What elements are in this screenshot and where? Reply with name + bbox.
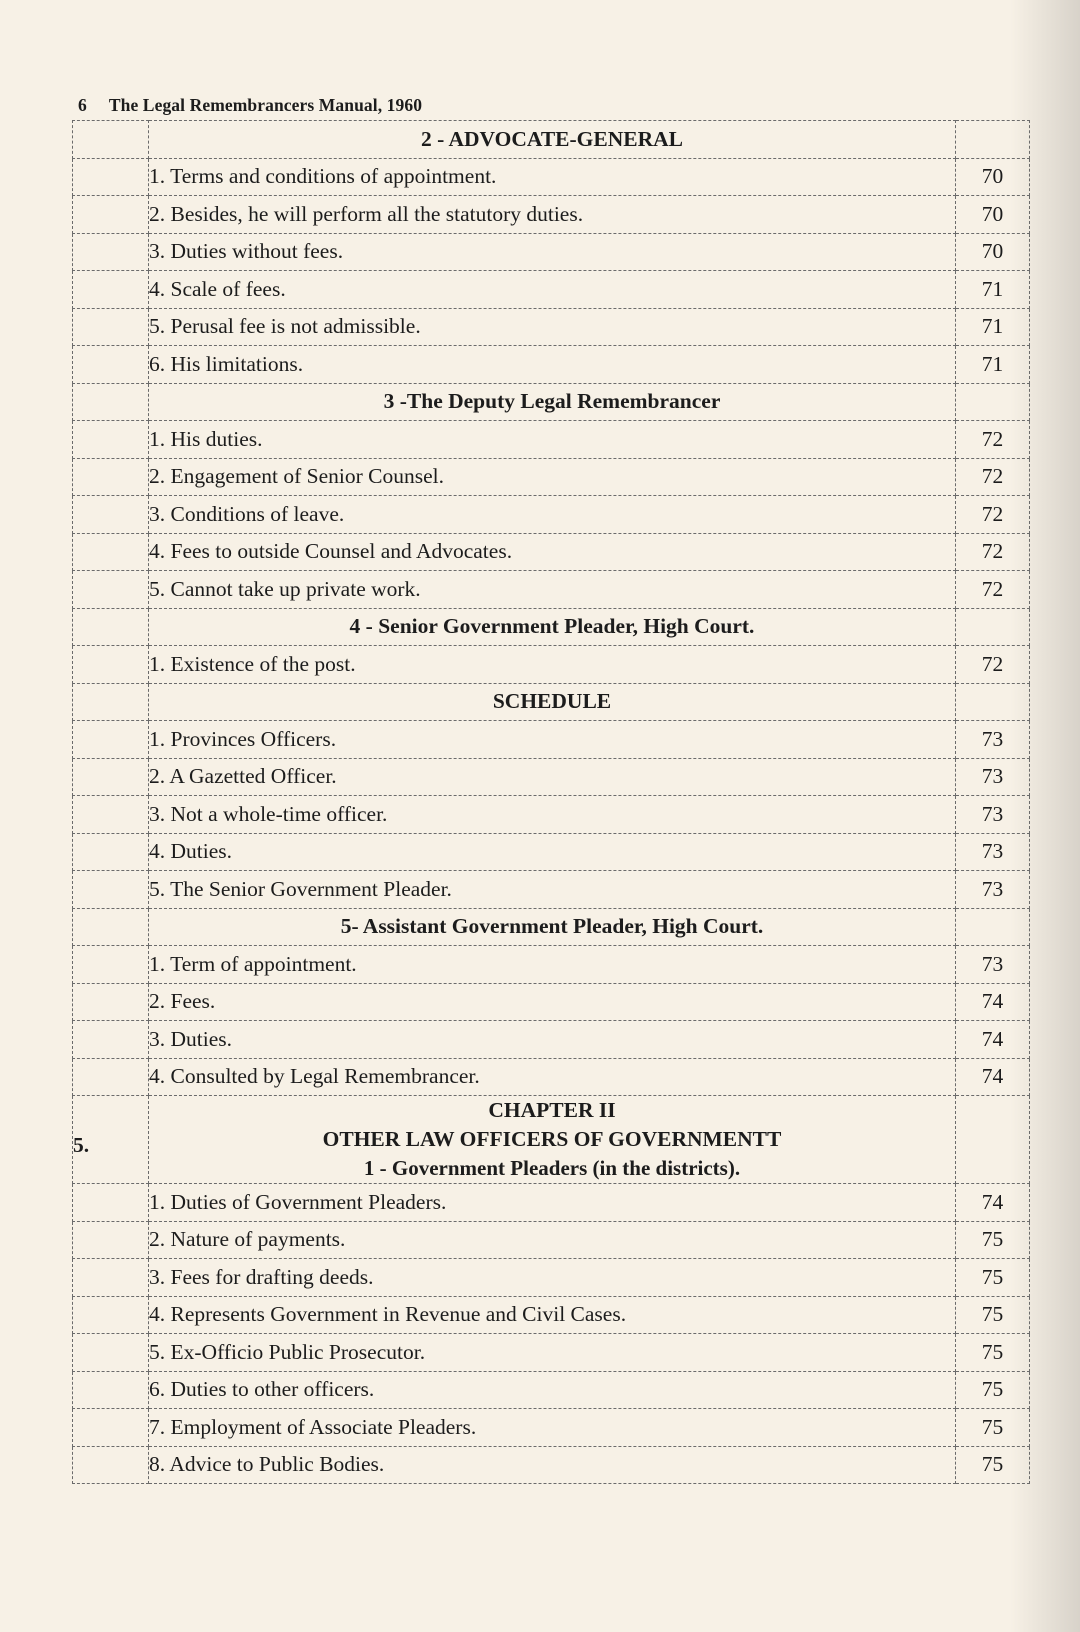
margin-cell [73,271,149,309]
entry-title: 1. Provinces Officers. [149,721,956,759]
chapter-title: OTHER LAW OFFICERS OF GOVERNMENTT [322,1127,782,1151]
entry-title: 5. Ex-Officio Public Prosecutor. [149,1334,956,1372]
page-cell-empty [956,1096,1030,1184]
chapter-label: CHAPTER II [488,1098,616,1122]
entry-page-number: 73 [956,946,1030,984]
toc-entry-row [73,1184,1030,1222]
margin-cell [73,1334,149,1372]
chapter-heading-row [73,1096,1030,1184]
margin-cell [73,1296,149,1334]
margin-cell [73,458,149,496]
chapter-marker-cell [73,1096,149,1184]
entry-page-number: 75 [956,1221,1030,1259]
page-cell-empty [956,383,1030,421]
entry-title: 4. Scale of fees. [149,271,956,309]
section-heading: 5- Assistant Government Pleader, High Court. [149,908,956,946]
margin-cell [73,1021,149,1059]
margin-cell [73,1371,149,1409]
entry-page-number: 70 [956,158,1030,196]
margin-cell [73,946,149,984]
entry-page-number: 74 [956,1184,1030,1222]
entry-title: 6. His limitations. [149,346,956,384]
entry-title: 5. Cannot take up private work. [149,571,956,609]
entry-title: 1. Duties of Government Pleaders. [149,1184,956,1222]
running-head [78,95,422,116]
toc-entry-row [73,496,1030,534]
entry-page-number: 71 [956,308,1030,346]
entry-title: 8. Advice to Public Bodies. [149,1446,956,1484]
section-heading-row [73,683,1030,721]
margin-cell [73,983,149,1021]
entry-title: 4. Duties. [149,833,956,871]
margin-cell [73,1446,149,1484]
margin-cell [73,533,149,571]
entry-page-number: 73 [956,833,1030,871]
entry-page-number: 70 [956,196,1030,234]
book-title: The Legal Remembrancers Manual, 1960 [108,95,423,115]
section-heading: 4 - Senior Government Pleader, High Court. [149,608,956,646]
margin-cell [73,121,149,159]
section-heading: SCHEDULE [149,683,956,721]
margin-cell [73,833,149,871]
entry-page-number: 73 [956,721,1030,759]
toc-entry-row [73,1221,1030,1259]
toc-entry-row [73,1371,1030,1409]
chapter-heading [149,1096,956,1184]
margin-cell [73,233,149,271]
entry-page-number: 75 [956,1409,1030,1447]
chapter-subheading: 1 - Government Pleaders (in the districts). [363,1156,741,1180]
toc-entry-row [73,458,1030,496]
entry-title: 4. Represents Government in Revenue and Civil Cases. [149,1296,956,1334]
entry-title: 3. Duties without fees. [149,233,956,271]
section-heading: 2 - ADVOCATE-GENERAL [149,121,956,159]
entry-page-number: 74 [956,1021,1030,1059]
entry-title: 4. Fees to outside Counsel and Advocates. [149,533,956,571]
margin-cell [73,158,149,196]
toc-entry-row [73,571,1030,609]
entry-page-number: 72 [956,646,1030,684]
toc-entry-row [73,796,1030,834]
entry-title: 3. Duties. [149,1021,956,1059]
entry-title: 5. The Senior Government Pleader. [149,871,956,909]
margin-cell [73,1184,149,1222]
toc-entry-row [73,1334,1030,1372]
section-heading-row [73,908,1030,946]
section-heading: 3 -The Deputy Legal Remembrancer [149,383,956,421]
page-cell-empty [956,121,1030,159]
entry-title: 4. Consulted by Legal Remembrancer. [149,1058,956,1096]
margin-cell [73,796,149,834]
entry-title: 2. Fees. [149,983,956,1021]
toc-entry-row [73,1021,1030,1059]
toc-entry-row [73,1446,1030,1484]
entry-page-number: 73 [956,796,1030,834]
toc-entry-row [73,271,1030,309]
entry-page-number: 72 [956,421,1030,459]
margin-cell [73,608,149,646]
entry-title: 2. A Gazetted Officer. [149,758,956,796]
margin-cell [73,908,149,946]
entry-page-number: 72 [956,458,1030,496]
entry-title: 1. His duties. [149,421,956,459]
entry-title: 6. Duties to other officers. [149,1371,956,1409]
toc-entry-row [73,1058,1030,1096]
toc-entry-row [73,983,1030,1021]
toc-entry-row [73,833,1030,871]
entry-title: 2. Engagement of Senior Counsel. [149,458,956,496]
toc-entry-row [73,1296,1030,1334]
toc-entry-row [73,346,1030,384]
entry-page-number: 75 [956,1334,1030,1372]
section-heading-row [73,121,1030,159]
contents-table-body [73,121,1030,1484]
toc-entry-row [73,871,1030,909]
entry-title: 1. Terms and conditions of appointment. [149,158,956,196]
margin-cell [73,571,149,609]
toc-entry-row [73,1259,1030,1297]
entry-title: 2. Besides, he will perform all the statutory duties. [149,196,956,234]
toc-entry-row [73,421,1030,459]
toc-entry-row [73,946,1030,984]
section-heading-row [73,383,1030,421]
page-cell-empty [956,908,1030,946]
page-cell-empty [956,683,1030,721]
entry-page-number: 73 [956,871,1030,909]
entry-title: 1. Existence of the post. [149,646,956,684]
margin-cell [73,871,149,909]
chapter-marker: 5. [73,1133,90,1157]
margin-cell [73,1409,149,1447]
toc-entry-row [73,196,1030,234]
margin-cell [73,646,149,684]
entry-page-number: 74 [956,983,1030,1021]
entry-page-number: 74 [956,1058,1030,1096]
section-heading-row [73,608,1030,646]
margin-cell [73,421,149,459]
toc-entry-row [73,308,1030,346]
entry-page-number: 75 [956,1371,1030,1409]
contents-table [72,120,1030,1484]
margin-cell [73,683,149,721]
page-cell-empty [956,608,1030,646]
margin-cell [73,1221,149,1259]
margin-cell [73,721,149,759]
margin-cell [73,1259,149,1297]
entry-title: 1. Term of appointment. [149,946,956,984]
toc-entry-row [73,646,1030,684]
entry-title: 3. Conditions of leave. [149,496,956,534]
margin-cell [73,496,149,534]
entry-page-number: 70 [956,233,1030,271]
margin-cell [73,196,149,234]
toc-entry-row [73,1409,1030,1447]
page-number: 6 [78,95,87,115]
toc-entry-row [73,721,1030,759]
margin-cell [73,758,149,796]
entry-page-number: 72 [956,533,1030,571]
entry-page-number: 72 [956,571,1030,609]
entry-title: 3. Not a whole-time officer. [149,796,956,834]
entry-page-number: 75 [956,1259,1030,1297]
entry-page-number: 71 [956,271,1030,309]
entry-title: 7. Employment of Associate Pleaders. [149,1409,956,1447]
entry-page-number: 75 [956,1296,1030,1334]
toc-entry-row [73,158,1030,196]
entry-title: 5. Perusal fee is not admissible. [149,308,956,346]
margin-cell [73,346,149,384]
entry-page-number: 72 [956,496,1030,534]
entry-page-number: 75 [956,1446,1030,1484]
entry-page-number: 73 [956,758,1030,796]
toc-entry-row [73,758,1030,796]
margin-cell [73,308,149,346]
toc-entry-row [73,233,1030,271]
entry-title: 2. Nature of payments. [149,1221,956,1259]
toc-entry-row [73,533,1030,571]
entry-title: 3. Fees for drafting deeds. [149,1259,956,1297]
margin-cell [73,383,149,421]
margin-cell [73,1058,149,1096]
entry-page-number: 71 [956,346,1030,384]
